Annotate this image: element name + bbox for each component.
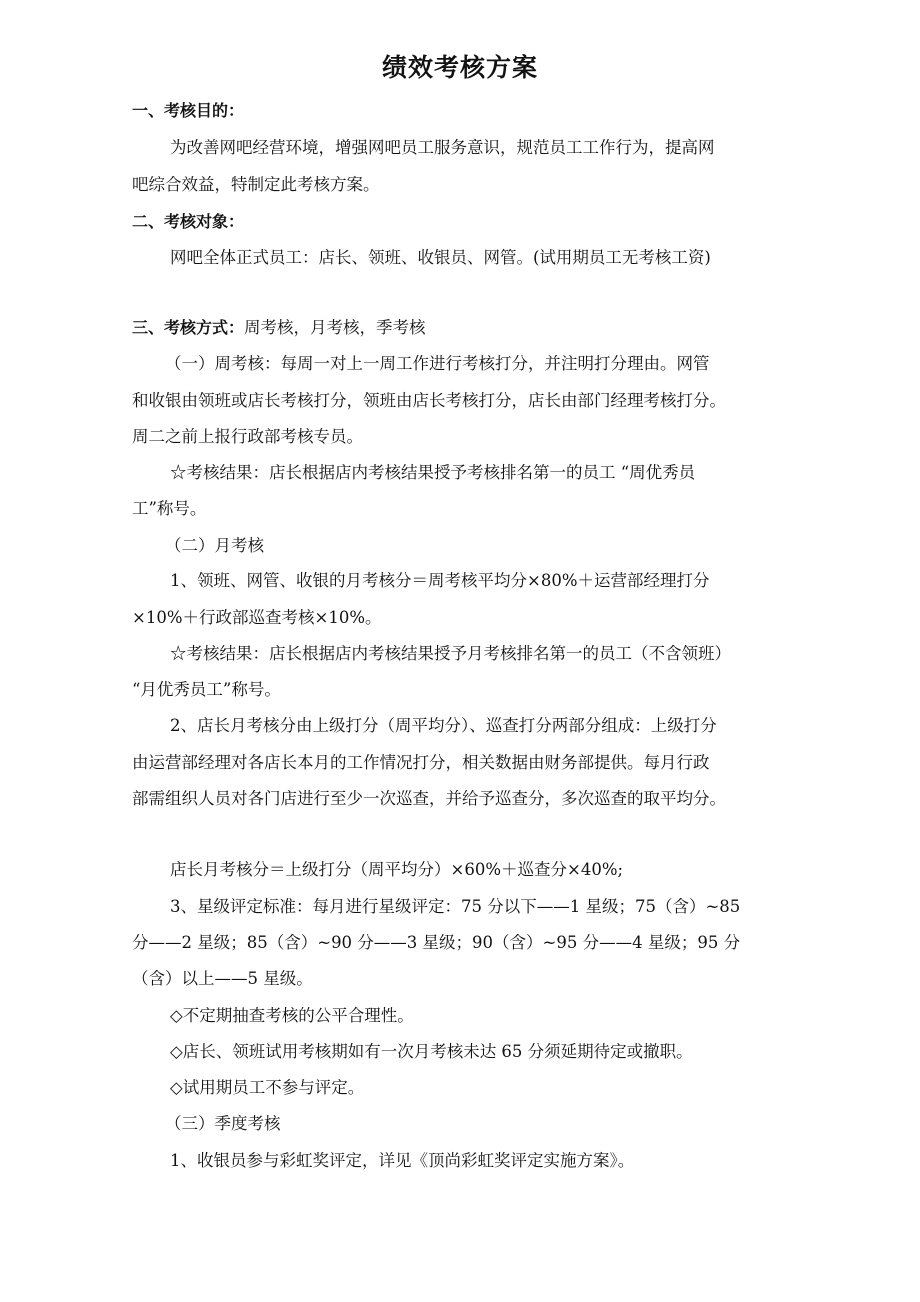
weekly-text-line-1: （一）周考核：每周一对上一周工作进行考核打分，并注明打分理由。网管 — [165, 354, 710, 373]
section-heading-targets: 二、考核对象： — [132, 212, 245, 231]
monthly-item2-line-1: 2、店长月考核分由上级打分（周平均分）、巡查打分两部分组成：上级打分 — [170, 716, 717, 735]
monthly-heading: （二）月考核 — [165, 536, 264, 555]
monthly-result-line-1: ☆考核结果：店长根据店内考核结果授予月考核排名第一的员工（不含领班） — [170, 644, 731, 663]
weekly-text-line-2: 和收银由领班或店长考核打分，领班由店长考核打分，店长由部门经理考核打分。 — [132, 391, 726, 410]
quarterly-heading: （三）季度考核 — [165, 1114, 281, 1133]
targets-text-line-1: 网吧全体正式员工：店长、领班、收银员、网管。(试用期员工无考核工资) — [170, 248, 711, 267]
monthly-note-2: ◇店长、领班试用考核期如有一次月考核未达 65 分须延期待定或撤职。 — [170, 1042, 693, 1061]
purpose-text-line-2: 吧综合效益，特制定此考核方案。 — [132, 175, 380, 194]
monthly-item1-line-2: ×10%＋行政部巡查考核×10%。 — [132, 608, 382, 627]
star-rating-line-2: 分——2 星级；85（含）~90 分——3 星级；90（含）~95 分——4 星级；95 分 — [132, 933, 741, 952]
section-heading-purpose: 一、考核目的： — [132, 101, 245, 120]
purpose-text-line-1: 为改善网吧经营环境，增强网吧员工服务意识，规范员工工作行为，提高网 — [170, 138, 715, 157]
store-manager-formula: 店长月考核分＝上级打分（周平均分）×60%＋巡查分×40%; — [170, 860, 624, 879]
document-title: 绩效考核方案 — [381, 53, 538, 82]
star-rating-line-3: （含）以上——5 星级。 — [132, 969, 313, 988]
monthly-note-1: ◇不定期抽查考核的公平合理性。 — [170, 1006, 414, 1025]
quarterly-item1: 1、收银员参与彩虹奖评定，详见《顶尚彩虹奖评定实施方案》。 — [170, 1151, 635, 1170]
monthly-item2-line-3: 部需组织人员对各门店进行至少一次巡查，并给予巡查分，多次巡查的取平均分。 — [132, 789, 726, 808]
methods-heading-list: 周考核，月考核，季考核 — [244, 318, 426, 337]
monthly-result-line-2: “月优秀员工”称号。 — [132, 680, 281, 699]
weekly-result-line-1: ☆考核结果：店长根据店内考核结果授予考核排名第一的员工 “周优秀员 — [170, 463, 696, 482]
methods-heading-label: 三、考核方式： — [132, 318, 245, 337]
monthly-note-3: ◇试用期员工不参与评定。 — [170, 1078, 365, 1097]
weekly-text-line-3: 周二之前上报行政部考核专员。 — [132, 427, 363, 446]
monthly-item2-line-2: 由运营部经理对各店长本月的工作情况打分，相关数据由财务部提供。每月行政 — [132, 753, 710, 772]
weekly-result-line-2: 工”称号。 — [132, 499, 207, 518]
star-rating-line-1: 3、星级评定标准：每月进行星级评定：75 分以下——1 星级；75（含）~85 — [170, 897, 741, 916]
section-heading-methods — [132, 316, 426, 340]
monthly-item1-line-1: 1、领班、网管、收银的月考核分＝周考核平均分×80%＋运营部经理打分 — [170, 571, 710, 590]
